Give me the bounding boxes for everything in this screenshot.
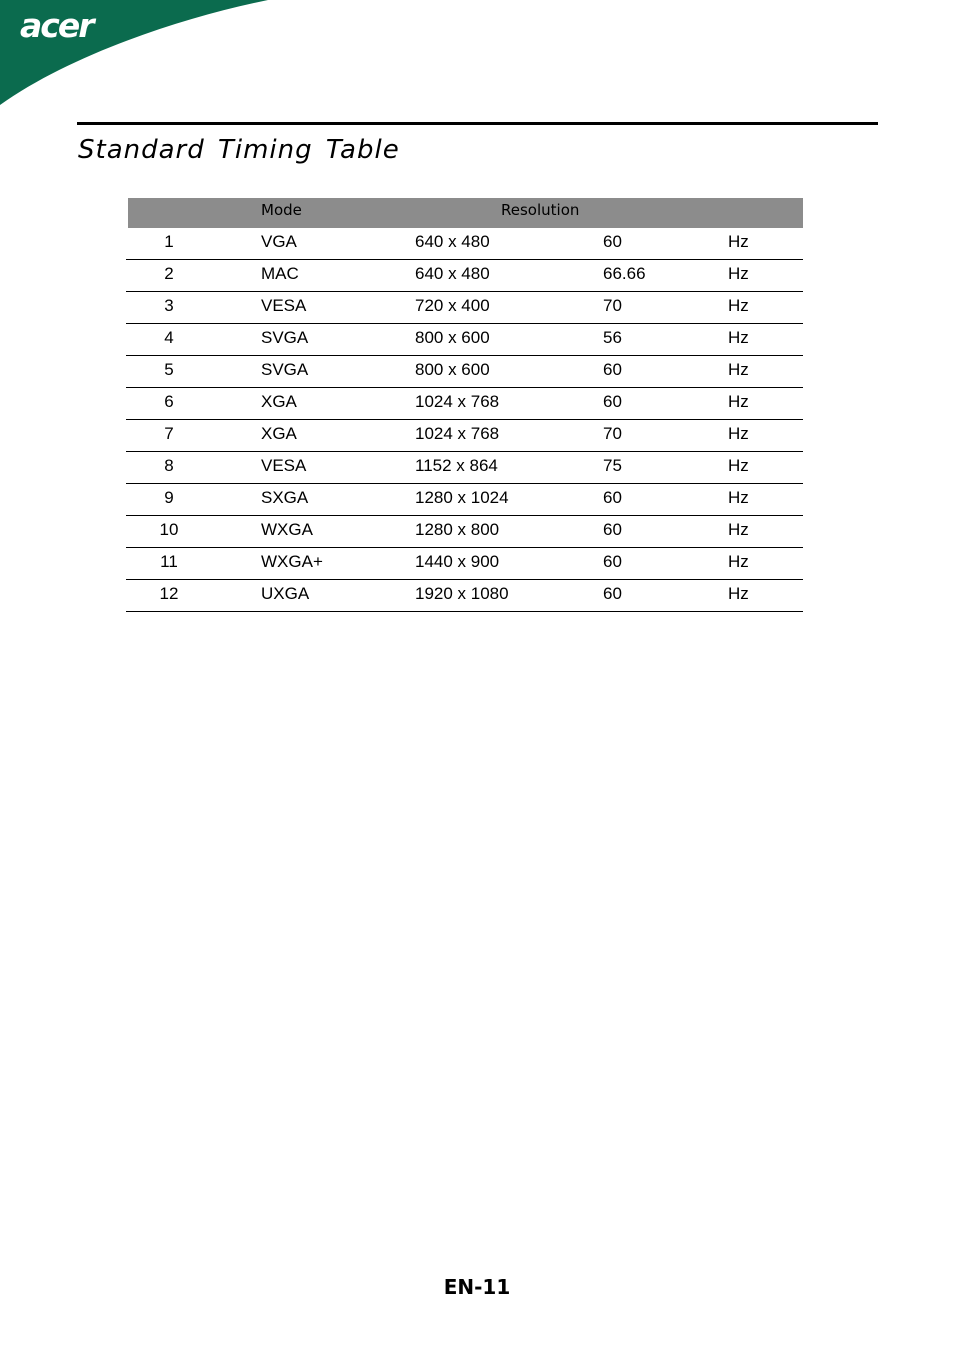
unit-cell: Hz [728, 552, 749, 571]
mode-cell: MAC [261, 264, 299, 283]
mode-cell: UXGA [261, 584, 310, 603]
resolution-cell: 1024 x 768 [415, 392, 500, 411]
table-row [126, 452, 803, 484]
refresh-rate-cell: 60 [603, 488, 622, 507]
row-number: 11 [160, 552, 178, 571]
table-row [126, 516, 803, 548]
table-row [126, 356, 803, 388]
unit-cell: Hz [728, 360, 749, 379]
refresh-rate-cell: 60 [603, 392, 622, 411]
resolution-cell: 640 x 480 [415, 264, 490, 283]
resolution-cell: 1440 x 900 [415, 552, 500, 571]
row-number: 10 [159, 520, 179, 539]
resolution-cell: 1920 x 1080 [415, 584, 509, 603]
mode-cell: VESA [261, 456, 307, 475]
page-title: Standard Timing Table [78, 135, 400, 165]
resolution-cell: 1152 x 864 [415, 456, 498, 475]
resolution-cell: 800 x 600 [415, 360, 490, 379]
refresh-rate-cell: 75 [603, 456, 622, 475]
refresh-rate-cell: 56 [603, 328, 622, 347]
table-row [126, 420, 803, 452]
row-number: 12 [159, 584, 179, 603]
table-row [126, 580, 803, 612]
row-number: 8 [164, 456, 174, 475]
unit-cell: Hz [728, 392, 749, 411]
row-number: 2 [164, 264, 174, 283]
resolution-cell: 1280 x 800 [415, 520, 500, 539]
mode-cell: VESA [261, 296, 307, 315]
row-number: 7 [164, 424, 174, 443]
unit-cell: Hz [728, 328, 749, 347]
table-row [126, 260, 803, 292]
mode-cell: VGA [261, 232, 297, 251]
mode-cell: WXGA [261, 520, 313, 539]
mode-cell: XGA [261, 392, 297, 411]
refresh-rate-cell: 70 [603, 296, 622, 315]
refresh-rate-cell: 70 [603, 424, 622, 443]
table-row [126, 324, 803, 356]
resolution-cell: 800 x 600 [415, 328, 490, 347]
row-number: 6 [164, 392, 174, 411]
unit-cell: Hz [728, 424, 749, 443]
table-row [126, 484, 803, 516]
unit-cell: Hz [728, 232, 749, 251]
resolution-cell: 1280 x 1024 [415, 488, 509, 507]
page-number: EN-11 [443, 1275, 511, 1299]
table-header [128, 198, 803, 228]
table-body [126, 228, 803, 612]
resolution-cell: 720 x 400 [415, 296, 490, 315]
refresh-rate-cell: 60 [603, 520, 622, 539]
unit-cell: Hz [728, 456, 749, 475]
refresh-rate-cell: 60 [603, 232, 622, 251]
refresh-rate-cell: 66.66 [603, 264, 646, 283]
resolution-cell: 1024 x 768 [415, 424, 500, 443]
mode-cell: WXGA+ [261, 552, 323, 571]
header-resolution: Resolution [501, 201, 580, 219]
table-row [126, 292, 803, 324]
mode-cell: SVGA [261, 360, 309, 379]
mode-cell: SXGA [261, 488, 309, 507]
table-row [126, 228, 803, 260]
unit-cell: Hz [728, 296, 749, 315]
resolution-cell: 640 x 480 [415, 232, 490, 251]
refresh-rate-cell: 60 [603, 552, 622, 571]
refresh-rate-cell: 60 [603, 584, 622, 603]
table-row [126, 388, 803, 420]
row-number: 4 [164, 328, 174, 347]
unit-cell: Hz [728, 520, 749, 539]
timing-table [126, 198, 803, 612]
refresh-rate-cell: 60 [603, 360, 622, 379]
mode-cell: XGA [261, 424, 297, 443]
row-number: 1 [164, 232, 174, 251]
unit-cell: Hz [728, 264, 749, 283]
row-number: 9 [164, 488, 174, 507]
title-divider [77, 122, 878, 125]
unit-cell: Hz [728, 488, 749, 507]
table-row [126, 548, 803, 580]
unit-cell: Hz [728, 584, 749, 603]
header-mode: Mode [261, 201, 302, 219]
row-number: 3 [164, 296, 174, 315]
acer-logo: acer [20, 6, 93, 45]
mode-cell: SVGA [261, 328, 309, 347]
row-number: 5 [164, 360, 174, 379]
